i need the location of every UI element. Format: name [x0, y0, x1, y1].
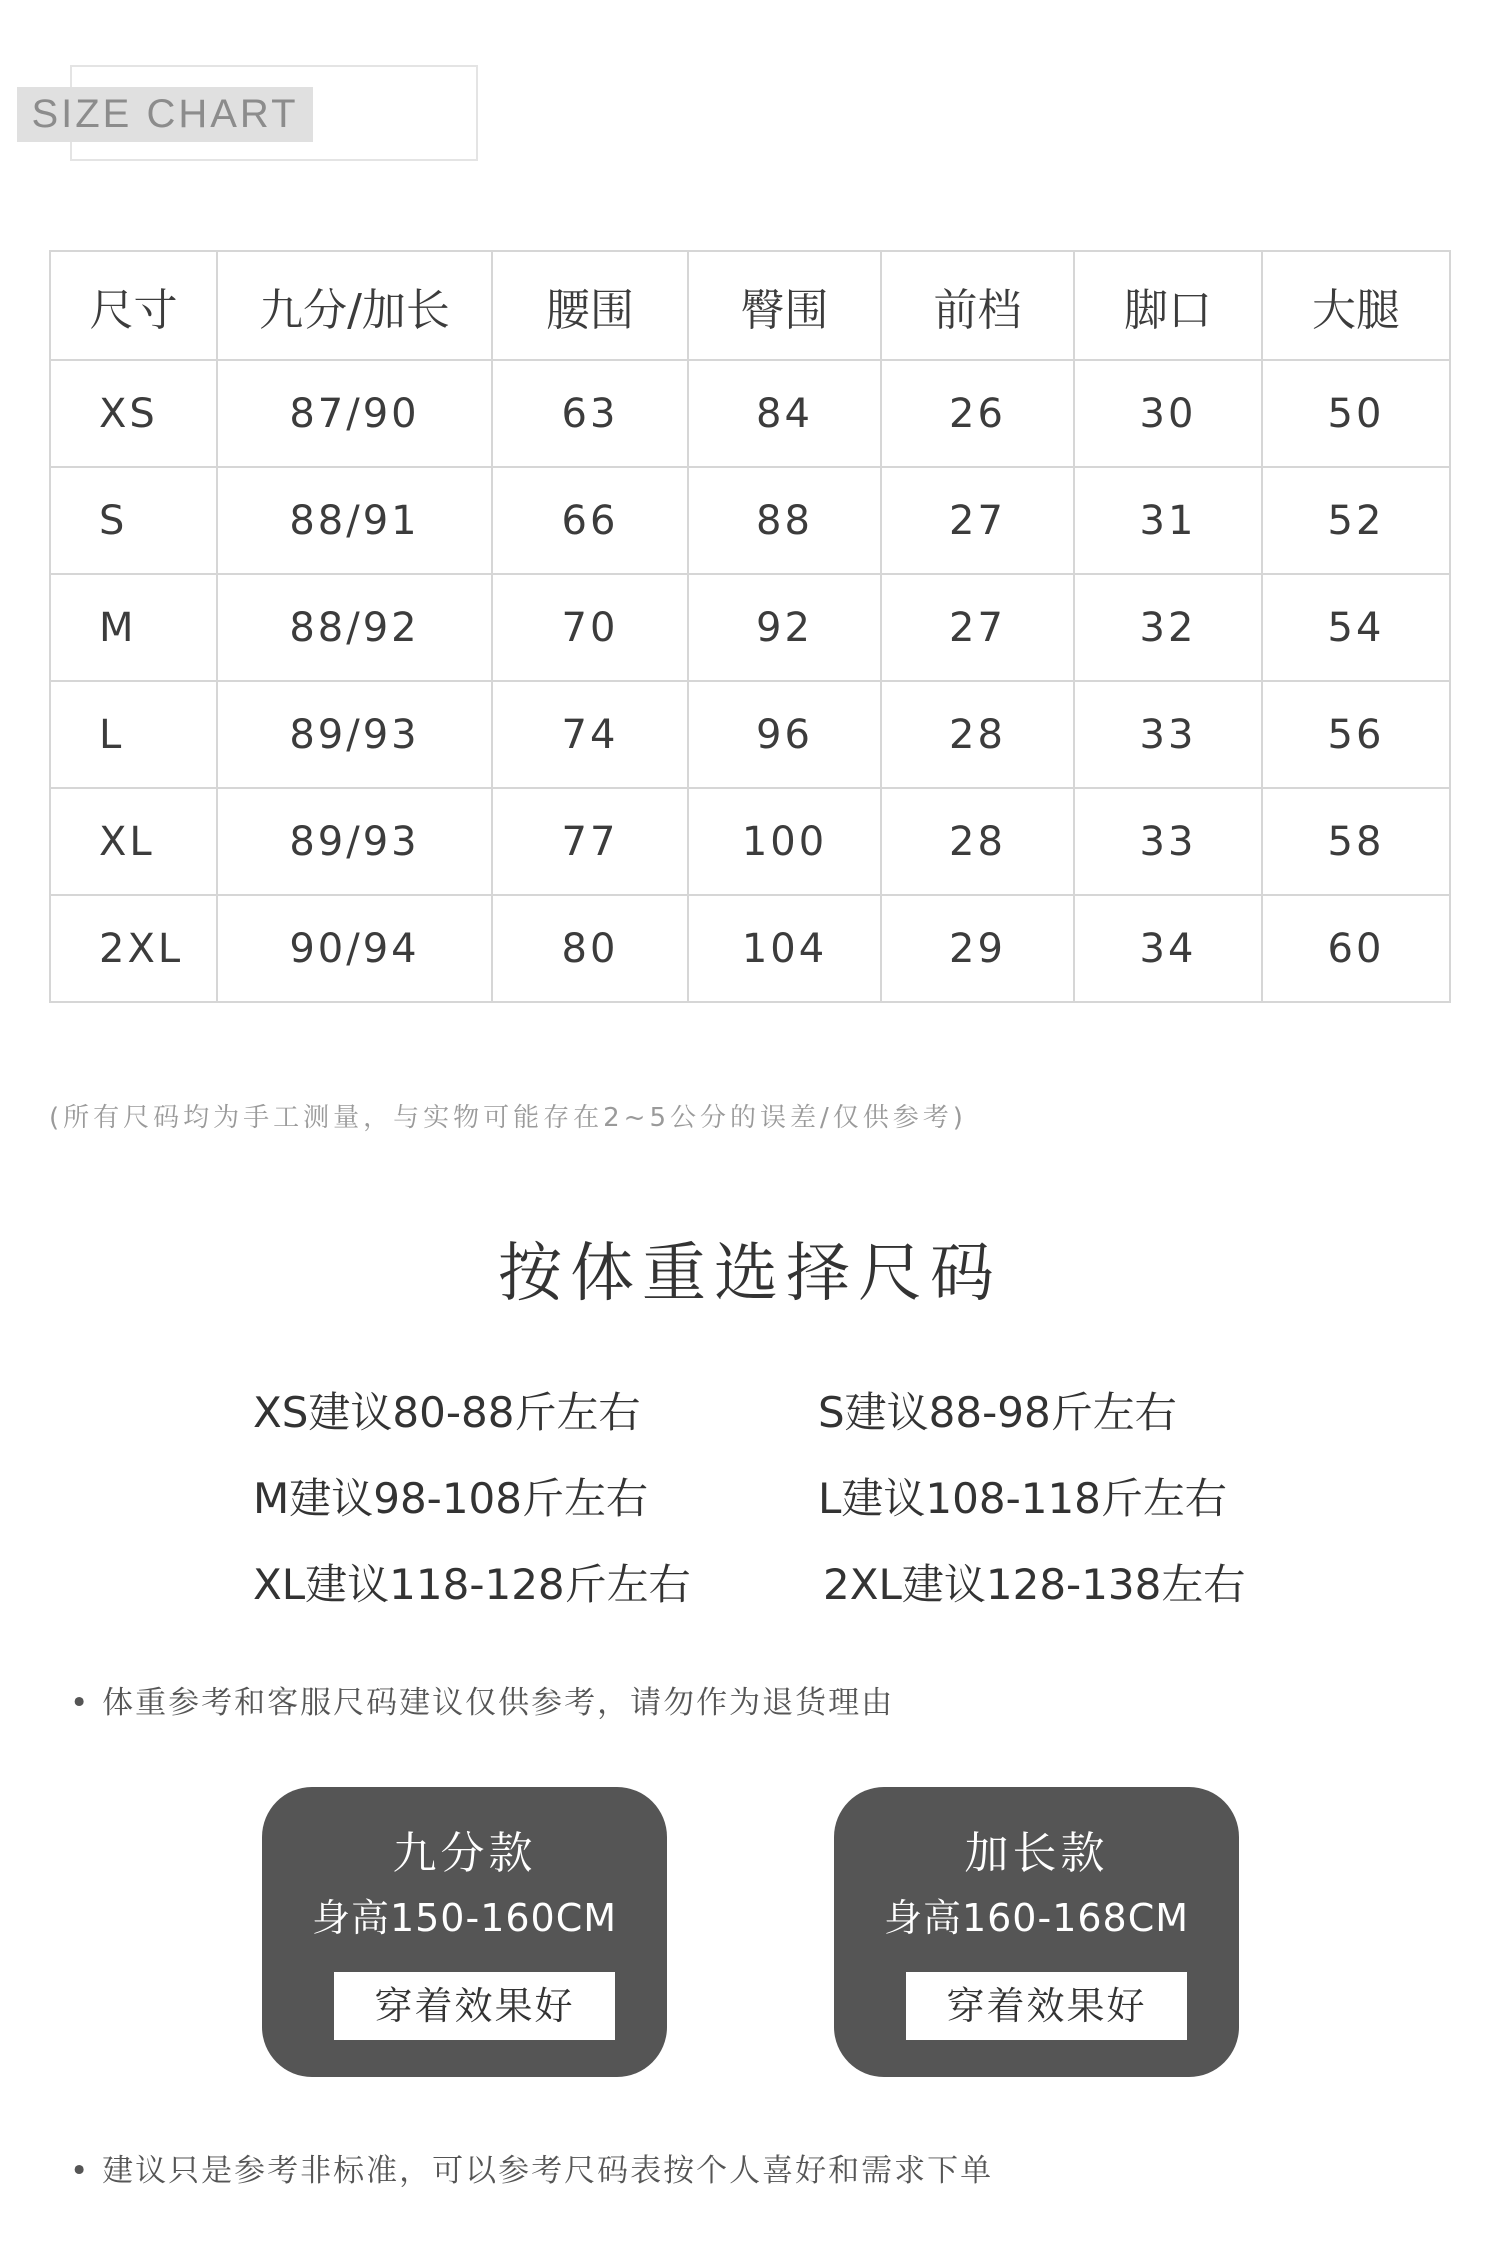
cell-length: 87/90 — [217, 360, 492, 467]
header-size: 尺寸 — [50, 251, 217, 360]
cell-length: 90/94 — [217, 895, 492, 1002]
card-effect-label: 穿着效果好 — [334, 1972, 615, 2040]
weight-disclaimer: • 体重参考和客服尺码建议仅供参考，请勿作为退货理由 — [70, 1685, 895, 1721]
cell-length: 88/92 — [217, 574, 492, 681]
cell-length: 88/91 — [217, 467, 492, 574]
cell-waist: 66 — [492, 467, 688, 574]
cell-waist: 77 — [492, 788, 688, 895]
cell-hip: 104 — [688, 895, 881, 1002]
cell-thigh: 52 — [1262, 467, 1450, 574]
table-row — [50, 467, 1450, 574]
cell-hip: 92 — [688, 574, 881, 681]
cell-size: 2XL — [50, 895, 217, 1002]
cell-leg-opening: 31 — [1074, 467, 1262, 574]
size-table — [49, 250, 1451, 1003]
cell-front-rise: 29 — [881, 895, 1074, 1002]
cell-leg-opening: 32 — [1074, 574, 1262, 681]
cell-hip: 84 — [688, 360, 881, 467]
cell-thigh: 50 — [1262, 360, 1450, 467]
cell-size: XS — [50, 360, 217, 467]
card-title: 九分款 — [392, 1828, 537, 1879]
cell-waist: 80 — [492, 895, 688, 1002]
cell-thigh: 56 — [1262, 681, 1450, 788]
cell-size: XL — [50, 788, 217, 895]
header-hip: 臀围 — [688, 251, 881, 360]
cell-hip: 96 — [688, 681, 881, 788]
header-leg-opening: 脚口 — [1074, 251, 1262, 360]
cell-leg-opening: 33 — [1074, 681, 1262, 788]
cell-front-rise: 26 — [881, 360, 1074, 467]
cell-hip: 88 — [688, 467, 881, 574]
table-row — [50, 788, 1450, 895]
card-height: 身高150-160CM — [311, 1896, 618, 1940]
cell-size: S — [50, 467, 217, 574]
cell-front-rise: 27 — [881, 467, 1074, 574]
table-row — [50, 574, 1450, 681]
cell-size: L — [50, 681, 217, 788]
header-length: 九分/加长 — [217, 251, 492, 360]
card-cropped — [262, 1787, 667, 2077]
cell-thigh: 58 — [1262, 788, 1450, 895]
weight-item-s: S建议88-98斤左右 — [818, 1388, 1177, 1437]
cell-size: M — [50, 574, 217, 681]
cell-leg-opening: 30 — [1074, 360, 1262, 467]
card-title: 加长款 — [964, 1828, 1109, 1879]
cell-front-rise: 28 — [881, 788, 1074, 895]
measurement-note: (所有尺码均为手工测量，与实物可能存在2~5公分的误差/仅供参考) — [49, 1103, 967, 1133]
cell-leg-opening: 34 — [1074, 895, 1262, 1002]
card-effect-label: 穿着效果好 — [906, 1972, 1187, 2040]
cell-thigh: 60 — [1262, 895, 1450, 1002]
cell-hip: 100 — [688, 788, 881, 895]
weight-item-l: L建议108-118斤左右 — [818, 1474, 1227, 1523]
weight-item-m: M建议98-108斤左右 — [253, 1474, 649, 1523]
table-row — [50, 681, 1450, 788]
card-long — [834, 1787, 1239, 2077]
cell-length: 89/93 — [217, 788, 492, 895]
weight-section-title: 按体重选择尺码 — [498, 1237, 1002, 1311]
cell-leg-opening: 33 — [1074, 788, 1262, 895]
table-header-row — [50, 251, 1450, 360]
header-front-rise: 前档 — [881, 251, 1074, 360]
cell-waist: 74 — [492, 681, 688, 788]
footer-note: • 建议只是参考非标准，可以参考尺码表按个人喜好和需求下单 — [70, 2153, 994, 2189]
cell-waist: 63 — [492, 360, 688, 467]
cell-waist: 70 — [492, 574, 688, 681]
cell-front-rise: 28 — [881, 681, 1074, 788]
header-thigh: 大腿 — [1262, 251, 1450, 360]
cell-thigh: 54 — [1262, 574, 1450, 681]
header-waist: 腰围 — [492, 251, 688, 360]
cell-length: 89/93 — [217, 681, 492, 788]
weight-item-xl: XL建议118-128斤左右 — [253, 1560, 691, 1609]
weight-item-xs: XS建议80-88斤左右 — [253, 1388, 641, 1437]
size-chart-label: SIZE CHART — [17, 87, 313, 142]
table-row — [50, 895, 1450, 1002]
weight-item-2xl: 2XL建议128-138左右 — [823, 1560, 1246, 1609]
table-row — [50, 360, 1450, 467]
card-height: 身高160-168CM — [883, 1896, 1190, 1940]
cell-front-rise: 27 — [881, 574, 1074, 681]
